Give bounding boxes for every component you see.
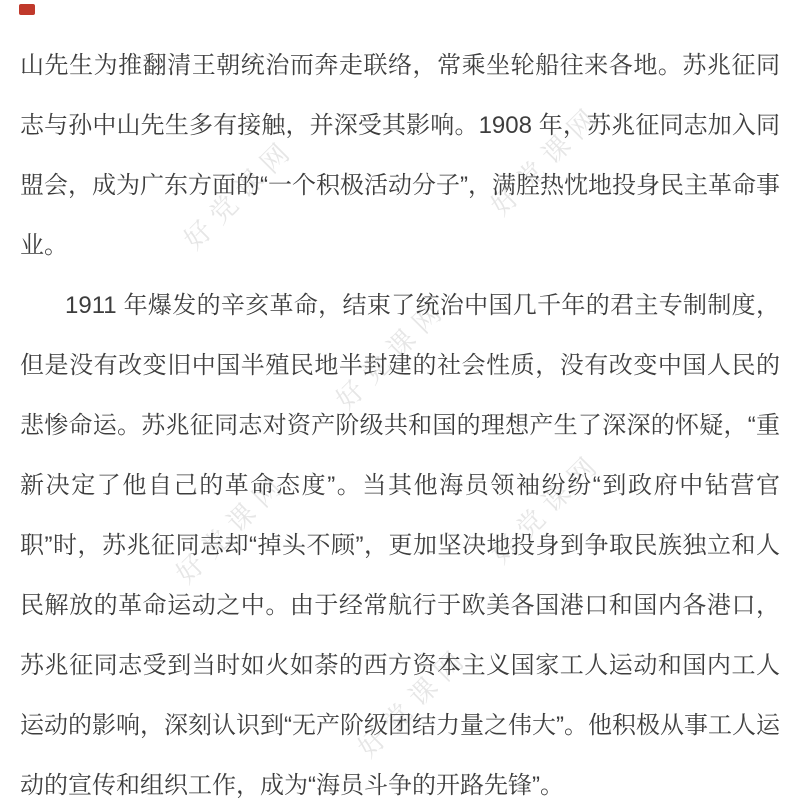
watermark-text: 好党课网	[485, 98, 609, 222]
red-logo-mark-icon	[19, 4, 35, 15]
paragraph-2: 1911 年爆发的辛亥革命，结束了统治中国几千年的君主专制制度，但是没有改变旧中国半殖民地半封建的社会性质，没有改变中国人民的悲惨命运。苏兆征同志对资产阶级共和国的理想产生了深深的怀疑，“重新决定了他自己的革命态度”。当其他海员领袖纷纷“到政府中钻营官职”时，苏兆征同志却“掉头不顾”，更加坚决地投身到争取民族独立和人民解放的革命运动之中。由于经常航行于欧美各国港口和国内各港口，苏兆征同志受到当时如火如荼的西方资本主义国家工人运动和国内工人运动的影响，深刻认识到“无产阶级团结力量之伟大”。他积极从事工人运动的宣传和组织工作，成为“海员斗争的开路先锋”。	[20, 292, 780, 799]
watermark-text: 好党课网	[170, 466, 294, 590]
article-body	[20, 36, 780, 800]
paragraph-1: 山先生为推翻清王朝统治而奔走联络，常乘坐轮船往来各地。苏兆征同志与孙中山先生多有接触，并深受其影响。1908 年，苏兆征同志加入同盟会，成为广东方面的“一个积极活动分子”，满腔热忱地投身民主革命事业。	[20, 52, 780, 259]
watermark-text: 好党课网	[330, 292, 454, 416]
watermark-text: 好党课网	[352, 640, 476, 764]
watermark-text: 好党课网	[485, 446, 609, 570]
watermark-text: 好党课网	[178, 132, 302, 256]
